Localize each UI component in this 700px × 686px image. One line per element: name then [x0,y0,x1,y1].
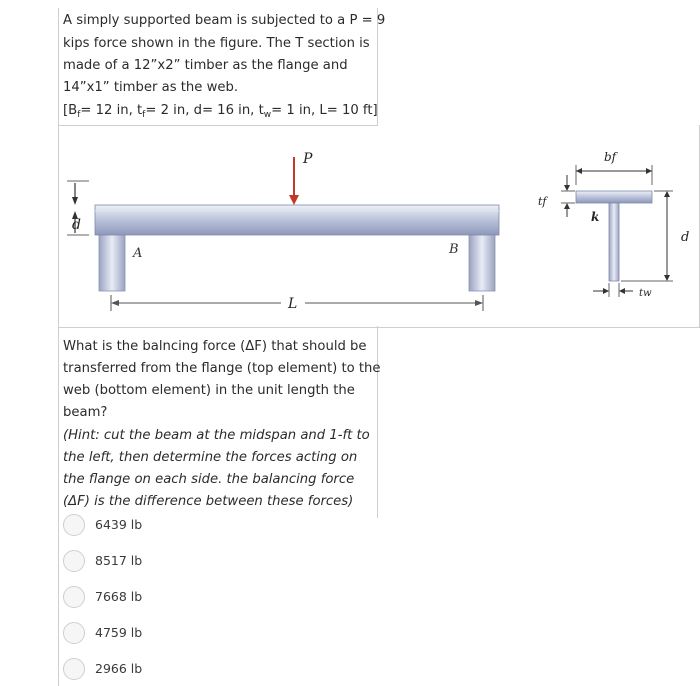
question-line-2: kips force shown in the figure. The T section is [63,36,370,51]
beam-figure [58,125,700,328]
left-border [58,518,59,686]
t-section [561,165,673,297]
hint-line-2: the left, then determine the forces acting on [63,450,358,465]
flange-width-label: bf [604,150,617,164]
section-depth-label: d [681,230,690,245]
prompt-line-2: transferred from the flange (top element) to the [63,361,381,376]
question-parameters: [$B_f= 12$ in, $t_f= 2$ in, d= 16 in, $t_w= 1$ in, L= 10 ft] [63,103,378,120]
answer-option-2[interactable] [63,550,263,576]
prompt-line-1: What is the balncing force (ΔF) that should be [63,339,367,354]
prompt-line-4: beam? [63,405,108,420]
flange-thickness-label: tf [538,195,547,208]
radio-button[interactable] [63,550,85,572]
depth-label: d [72,217,81,233]
radio-button[interactable] [63,658,85,680]
radio-button[interactable] [63,514,85,536]
prompt-text [58,326,381,518]
answer-option-3[interactable] [63,586,263,612]
beam-diagram [59,125,699,327]
radio-button[interactable] [63,622,85,644]
support-a-label: A [133,246,143,261]
question-line-3: made of a 12”x2” timber as the flange and [63,58,348,73]
answer-option-5[interactable] [63,658,263,684]
question-text [58,8,386,126]
radio-button[interactable] [63,586,85,608]
answer-option-label: 4759 lb [95,625,143,640]
beam [95,205,499,235]
question-line-4: 14”x1” timber as the web. [63,80,239,95]
answer-option-label: 7668 lb [95,589,143,604]
answer-option-label: 2966 lb [95,661,143,676]
hint-line-4: (ΔF) is the difference between these forces) [63,494,354,509]
k-label: k [591,210,600,224]
hint-line-1: (Hint: cut the beam at the midspan and 1-ft to [63,428,370,443]
load-arrow [289,157,299,205]
answer-option-1[interactable] [63,514,263,540]
answer-option-label: 6439 lb [95,517,143,532]
web-thickness-label: tw [639,288,652,299]
answer-option-label: 8517 lb [95,553,143,568]
load-label: P [303,151,313,167]
answer-option-4[interactable] [63,622,263,648]
support-b-label: B [449,242,459,257]
span-label: L [288,296,298,312]
question-line-1: A simply supported beam is subjected to a P = 9 [63,13,386,28]
prompt-line-3: web (bottom element) in the unit length the [63,383,355,398]
hint-line-3: the flange on each side. the balancing force [63,472,355,487]
